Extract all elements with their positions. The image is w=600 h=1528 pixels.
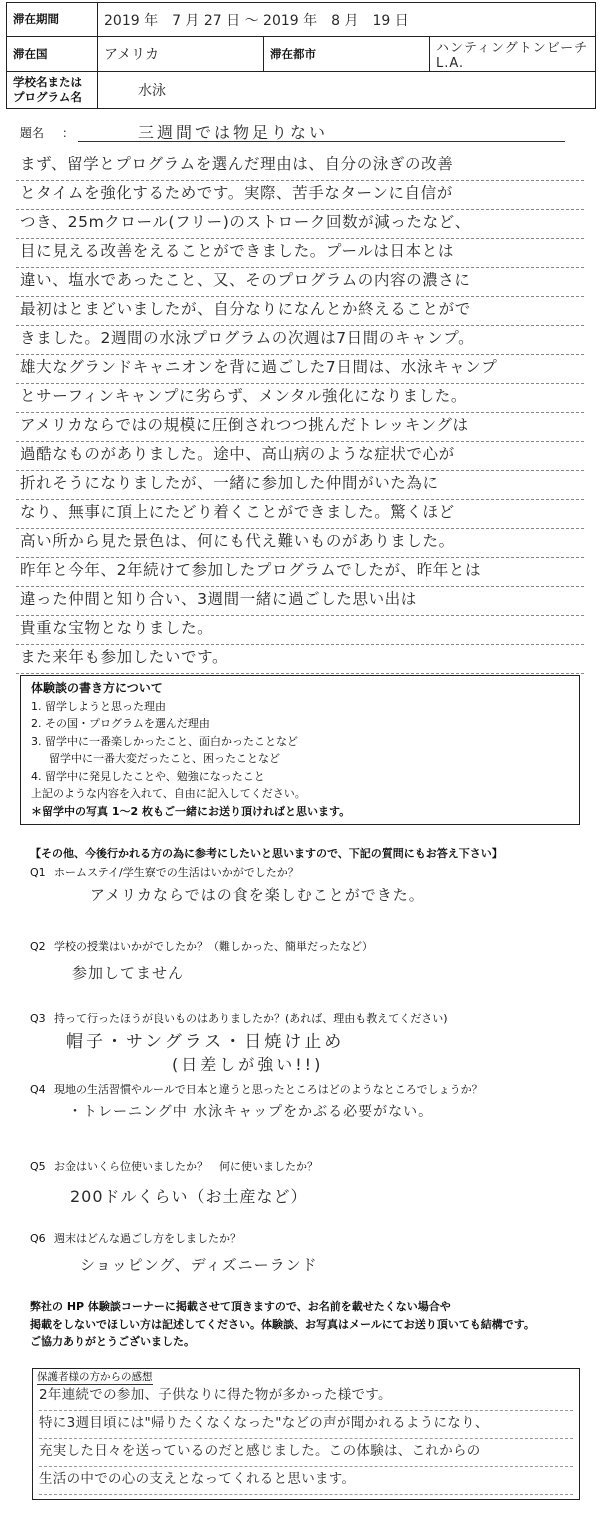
guide-item: 上記のような内容を入れて、自由に記入してください。 bbox=[31, 787, 306, 800]
essay-line: また来年も参加したいです。 bbox=[16, 645, 584, 674]
questions-intro: 【その他、今後行かれる方の為に参考にしたいと思いますので、下記の質問にもお答え下さい】 bbox=[30, 847, 503, 860]
essay-line: まず、留学とプログラムを選んだ理由は、自分の泳ぎの改善 bbox=[16, 152, 584, 181]
essay-line: 昨年と今年、2年続けて参加したプログラムでしたが、昨年とは bbox=[16, 558, 584, 587]
parent-comment-title: 保護者様の方からの感想 bbox=[37, 1371, 153, 1383]
guide-item: 1. 留学しようと思った理由 bbox=[31, 699, 166, 713]
guide-item: 留学中に一番大変だったこと、困ったことなど bbox=[49, 752, 280, 765]
question-number: Q1 bbox=[30, 866, 46, 879]
school-label bbox=[7, 72, 98, 109]
school-label-line2: プログラム名 bbox=[13, 90, 82, 104]
question-q5 bbox=[30, 1158, 318, 1174]
question-number: Q2 bbox=[30, 940, 46, 953]
essay-line: 雄大なグランドキャニオンを背に過ごした7日間は、水泳キャンプ bbox=[16, 355, 584, 384]
question-text: 持って行ったほうが良いものはありましたか？(あれば、理由も教えてください) bbox=[54, 1012, 448, 1025]
guide-item: 4. 留学中に発見したことや、勉強になったこと bbox=[31, 769, 265, 783]
parent-comment-body bbox=[39, 1383, 573, 1495]
essay-line: つき、25mクロール(フリー)のストローク回数が減ったなど、 bbox=[16, 210, 584, 239]
essay-line: とタイムを強化するためです。実際、苦手なターンに自信が bbox=[16, 181, 584, 210]
essay-line: なり、無事に頂上にたどり着くことができました。驚くほど bbox=[16, 500, 584, 529]
essay-line: 貴重な宝物となりました。 bbox=[16, 616, 584, 645]
essay-line: アメリカならではの規模に圧倒されつつ挑んだトレッキングは bbox=[16, 413, 584, 442]
question-number: Q6 bbox=[30, 1232, 46, 1245]
question-number: Q5 bbox=[30, 1160, 46, 1173]
title-row bbox=[20, 118, 565, 142]
city-value: ハンティングトンビーチ L.A. bbox=[430, 37, 596, 72]
country-value: アメリカ bbox=[98, 37, 264, 72]
period-label: 滞在期間 bbox=[7, 3, 98, 37]
title-label: 題名 bbox=[20, 126, 45, 140]
parent-comment-box bbox=[32, 1368, 580, 1500]
writing-guide-box bbox=[20, 675, 580, 825]
question-text: ホームステイ/学生寮での生活はいかがでしたか？ bbox=[54, 866, 299, 879]
question-q2 bbox=[30, 938, 373, 954]
answer-q1: アメリカならではの食を楽しむことができた。 bbox=[90, 886, 425, 904]
essay-line: 違った仲間と知り合い、3週間一緒に過ごした思い出は bbox=[16, 587, 584, 616]
question-text: お金はいくら位使いましたか？ 何に使いましたか？ bbox=[54, 1160, 318, 1173]
info-table bbox=[6, 2, 596, 109]
answer-q3-reason: (日差しが強い!!) bbox=[172, 1055, 324, 1074]
country-row bbox=[7, 37, 596, 72]
parent-comment-line: 特に3週目頃には"帰りたくなくなった"などの声が聞かれるようになり、 bbox=[39, 1411, 573, 1439]
footer-note bbox=[30, 1298, 580, 1351]
school-row bbox=[7, 72, 596, 109]
question-text: 現地の生活習慣やルールで日本と違うと思ったところはどのようなところでしょうか？ bbox=[54, 1083, 483, 1096]
essay-body bbox=[16, 152, 584, 674]
question-q3 bbox=[30, 1010, 448, 1026]
question-q6 bbox=[30, 1230, 241, 1246]
period-value: 2019 年 7 月 27 日 ～ 2019 年 8 月 19 日 bbox=[98, 3, 596, 37]
answer-q4: ・トレーニング中 水泳キャップをかぶる必要がない。 bbox=[68, 1104, 434, 1120]
title-text: 三週間では物足りない bbox=[138, 123, 329, 142]
answer-q3: 帽子・サングラス・日焼け止め bbox=[66, 1032, 345, 1052]
city-label: 滞在都市 bbox=[264, 37, 430, 72]
question-number: Q3 bbox=[30, 1012, 46, 1025]
parent-comment-line: 2年連続での参加、子供なりに得た物が多かった様です。 bbox=[39, 1383, 573, 1411]
essay-line: 目に見える改善をえることができました。プールは日本とは bbox=[16, 239, 584, 268]
answer-q5: 200ドルくらい（お土産など） bbox=[70, 1187, 308, 1206]
parent-comment-line: 充実した日々を送っているのだと感じました。この体験は、これからの bbox=[39, 1439, 573, 1467]
essay-line: きました。2週間の水泳プログラムの次週は7日間のキャンプ。 bbox=[16, 326, 584, 355]
answer-q6: ショッピング、ディズニーランド bbox=[80, 1256, 318, 1274]
essay-line: とサーフィンキャンプに劣らず、メンタル強化になりました。 bbox=[16, 384, 584, 413]
period-row bbox=[7, 3, 596, 37]
guide-item: 3. 留学中に一番楽しかったこと、面白かったことなど bbox=[31, 734, 298, 748]
footer-line: 弊社の HP 体験談コーナーに掲載させて頂きますので、お名前を載せたくない場合や bbox=[30, 1300, 451, 1313]
question-text: 学校の授業はいかがでしたか？（難しかった、簡単だったなど） bbox=[54, 940, 373, 953]
school-value: 水泳 bbox=[98, 72, 596, 109]
question-number: Q4 bbox=[30, 1083, 46, 1096]
footer-line: ご協力ありがとうございました。 bbox=[30, 1335, 195, 1348]
essay-line: 違い、塩水であったこと、又、そのプログラムの内容の濃さに bbox=[16, 268, 584, 297]
essay-line: 最初はとまどいましたが、自分なりになんとか終えることがで bbox=[16, 297, 584, 326]
guide-title: 体験談の書き方について bbox=[31, 681, 163, 695]
essay-line: 高い所から見た景色は、何にも代え難いものがありました。 bbox=[16, 529, 584, 558]
parent-comment-line: 生活の中での心の支えとなってくれると思います。 bbox=[39, 1467, 573, 1495]
question-text: 週末はどんな過ごし方をしましたか？ bbox=[54, 1232, 241, 1245]
guide-item: 2. その国・プログラムを選んだ理由 bbox=[31, 717, 210, 730]
question-q1 bbox=[30, 864, 299, 880]
title-colon: ： bbox=[62, 126, 75, 140]
essay-line: 過酷なものがありました。途中、高山病のような症状で心が bbox=[16, 442, 584, 471]
school-label-line1: 学校名または bbox=[13, 75, 82, 89]
country-label: 滞在国 bbox=[7, 37, 98, 72]
footer-line: 掲載をしないでほしい方は記述してください。体験談、お写真はメールにてお送り頂いても結構です。 bbox=[30, 1317, 535, 1331]
guide-photo-note: ＊留学中の写真 1～2 枚もご一緒にお送り頂ければと思います。 bbox=[31, 804, 351, 818]
question-q4 bbox=[30, 1081, 483, 1097]
title-underline bbox=[78, 141, 565, 142]
answer-q2: 参加してません bbox=[72, 964, 185, 982]
essay-line: 折れそうになりましたが、一緒に参加した仲間がいた為に bbox=[16, 471, 584, 500]
